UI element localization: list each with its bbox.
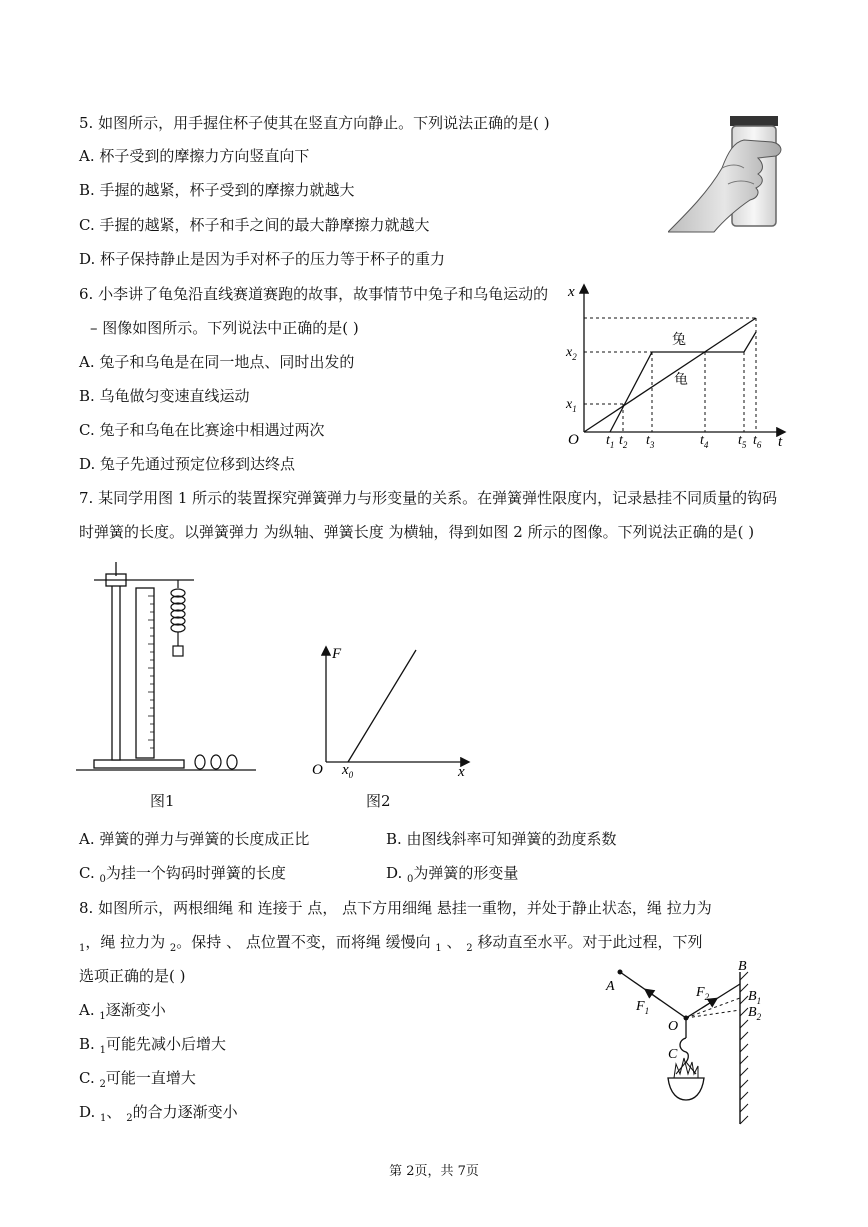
q6-option-d: D. 兔子先通过预定位移到达终点 [79, 455, 296, 473]
q6-t1-label: $t_1$ [606, 433, 615, 450]
q6-rabbit-label: 兔 [672, 333, 686, 348]
q8-label-f2: $F_2$ [696, 985, 710, 1002]
q7-option-a: A. 弹簧的弹力与弹簧的长度成正比 [79, 830, 310, 848]
q7-fig1-caption: 图1 [150, 792, 175, 810]
q6-turtle-line [584, 318, 756, 432]
q8-label-b1: $B_1$ [748, 989, 762, 1006]
q6-option-b: B. 乌龟做匀变速直线运动 [79, 387, 250, 405]
q7-option-b: B. 由图线斜率可知弹簧的劲度系数 [386, 830, 617, 848]
q6-y-axis-label: x [568, 284, 575, 300]
q6-xt-graph [560, 280, 790, 455]
q6-option-c: C. 兔子和乌龟在比赛途中相遇过两次 [79, 421, 325, 439]
q6-x-axis-label: t [778, 434, 783, 450]
q8-option-b: B. $_1$可能先减小后增大 [79, 1035, 226, 1056]
q6-t4-label: $t_4$ [700, 433, 709, 450]
q5-option-d: D. 杯子保持静止是因为手对杯子的压力等于杯子的重力 [79, 250, 446, 268]
q7-option-d: D. $_0$为弹簧的形变量 [386, 864, 519, 885]
q6-x1-label: $x_1$ [566, 397, 577, 414]
q8-label-a: A [606, 979, 615, 994]
q8-option-a: A. $_1$逐渐变小 [79, 1001, 166, 1022]
q8-option-c: C. $_2$可能一直增大 [79, 1069, 196, 1090]
q5-option-a: A. 杯子受到的摩擦力方向竖直向下 [79, 147, 310, 165]
q7-fig2-f-x-graph [308, 640, 478, 780]
q7-option-c: C. $_0$为挂一个钩码时弹簧的长度 [79, 864, 286, 885]
q8-stem-line1: 8. 如图所示，两根细绳 和 连接于 点， 点下方用细绳 悬挂一重物，并处于静止状态，绳 拉力为 [79, 899, 712, 917]
q5-option-c: C. 手握的越紧，杯子和手之间的最大静摩擦力就越大 [79, 216, 430, 234]
q7-f-x-line [348, 650, 416, 762]
q5-stem: 5. 如图所示，用手握住杯子使其在竖直方向静止。下列说法正确的是( ) [79, 114, 550, 132]
q8-label-b2: $B_2$ [748, 1005, 762, 1022]
q7-f-axis-label: F [332, 646, 342, 662]
q7-fig2-caption: 图2 [366, 792, 391, 810]
q6-turtle-label: 龟 [674, 373, 688, 388]
q6-t3-label: $t_3$ [646, 433, 655, 450]
q8-stem-line3: 选项正确的是( ) [79, 967, 186, 985]
q8-rope-wall-diagram [598, 958, 788, 1128]
q7-stem-line1: 7. 某同学用图 1 所示的装置探究弹簧弹力与形变量的关系。在弹簧弹性限度内，记录悬挂不同质量的钩码 [79, 489, 778, 507]
page-footer: 第 2页，共 7页 [389, 1164, 479, 1179]
q5-option-b: B. 手握的越紧，杯子受到的摩擦力就越大 [79, 181, 355, 199]
q6-stem-line1: 6. 小李讲了龟兔沿直线赛道赛跑的故事，故事情节中兔子和乌龟运动的 [79, 285, 549, 303]
q7-x-axis-label: x [458, 764, 465, 780]
q7-fig1-spring-apparatus [76, 558, 256, 778]
q6-t5-label: $t_5$ [738, 433, 747, 450]
q7-x0-label: $x_0$ [342, 762, 354, 780]
q8-option-d: D. $_1$、 $_2$的合力逐渐变小 [79, 1103, 238, 1124]
q8-label-f1: $F_1$ [636, 999, 650, 1016]
cup-in-hand-illustration [668, 112, 792, 234]
q8-label-b: B [738, 959, 747, 974]
q6-option-a: A. 兔子和乌龟是在同一地点、同时出发的 [79, 353, 355, 371]
q8-label-c: C [668, 1047, 678, 1062]
q7-origin-label: O [312, 762, 323, 778]
q8-stem-line2: $_1$，绳 拉力为 $_2$。保持 、 点位置不变，而将绳 缓慢向 $_1$ 、 $_2$ 移动直至水平。对于此过程，下列 [79, 933, 703, 954]
q6-origin-label: O [568, 432, 579, 448]
q6-t2-label: $t_2$ [619, 433, 628, 450]
q6-stem-line2: – 图像如图所示。下列说法中正确的是( ) [90, 319, 359, 337]
q7-stem-line2: 时弹簧的长度。以弹簧弹力 为纵轴、弹簧长度 为横轴，得到如图 2 所示的图像。下列说法正确的是( ) [79, 523, 755, 541]
q6-x2-label: $x_2$ [566, 345, 577, 362]
q6-t6-label: $t_6$ [753, 433, 762, 450]
q8-label-o: O [668, 1019, 679, 1034]
